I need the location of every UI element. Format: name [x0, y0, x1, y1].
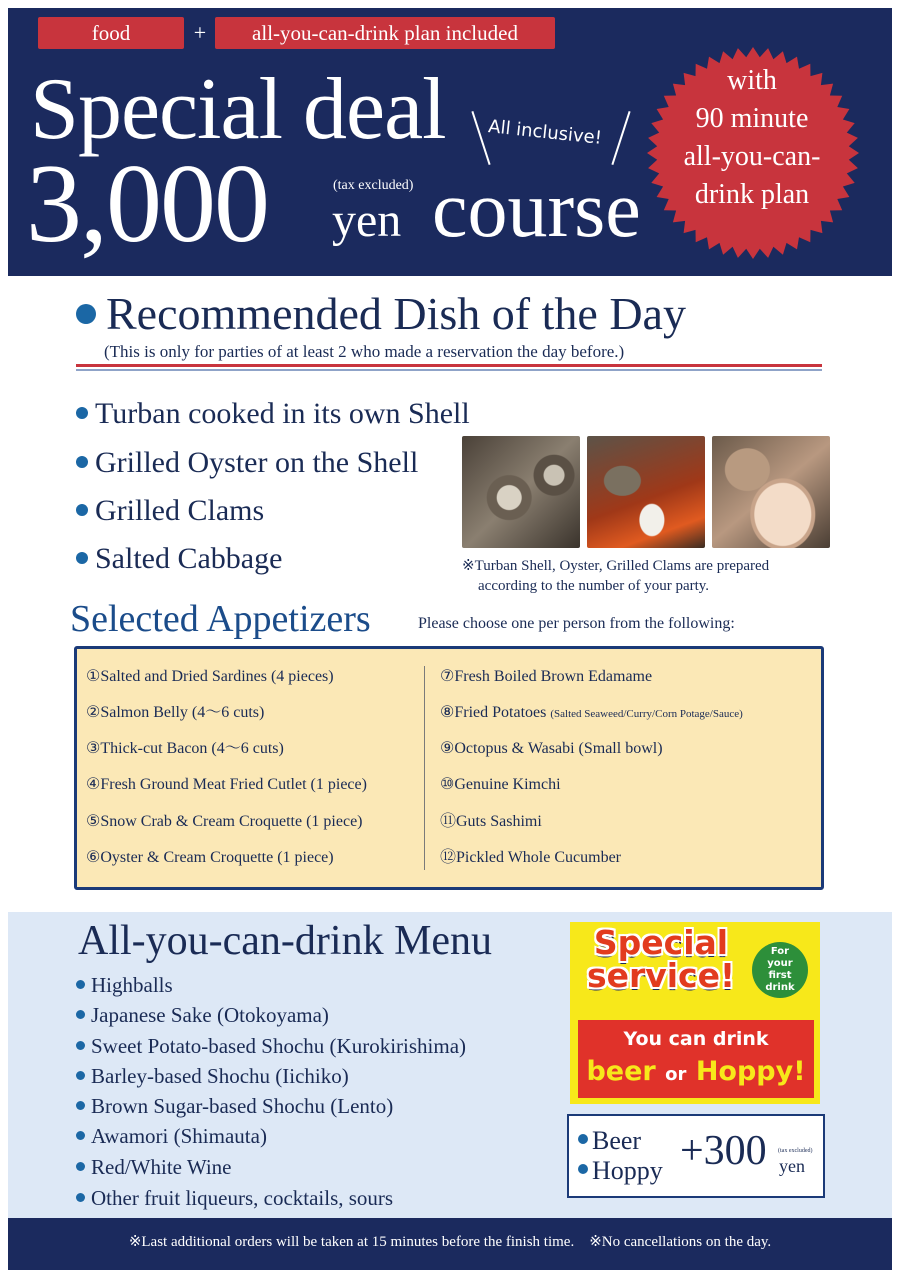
- yen-label: yen: [332, 194, 402, 247]
- badge-line: with: [727, 65, 777, 96]
- appetizer-item: ⑥Oyster & Cream Croquette (1 piece): [86, 849, 334, 866]
- you-can-drink-text: You can drink: [623, 1028, 769, 1050]
- drink-item: [76, 1153, 231, 1181]
- bullet-icon: [76, 552, 88, 564]
- plus-sign: +: [193, 20, 207, 45]
- dish-label: Turban cooked in its own Shell: [95, 397, 470, 430]
- badge-text: [650, 62, 854, 214]
- special-deal-title: Special deal: [30, 61, 446, 158]
- appetizer-item: ⑦Fresh Boiled Brown Edamame: [440, 668, 653, 685]
- bullet-icon: [76, 456, 88, 468]
- special-line: Special: [593, 923, 729, 962]
- recommended-title: [76, 286, 686, 342]
- extra-label: Hoppy: [592, 1156, 663, 1185]
- recommended-note: (This is only for parties of at least 2 who made a reservation the day before.): [104, 342, 625, 361]
- appetizers-divider: [424, 666, 425, 870]
- drink-plan-tag: all-you-can-drink plan included: [215, 17, 555, 49]
- bullet-icon: [76, 1131, 85, 1140]
- drink-menu-title: All-you-can-drink Menu: [78, 918, 493, 964]
- drink-label: Other fruit liqueurs, cocktails, sours: [91, 1186, 394, 1210]
- drink-label: Japanese Sake (Otokoyama): [91, 1003, 329, 1027]
- slash-right: [611, 111, 630, 165]
- dish-item: [76, 443, 418, 483]
- dish-label: Grilled Clams: [95, 494, 265, 527]
- potato-flavors: (Salted Seaweed/Curry/Corn Potage/Sauce): [550, 708, 743, 720]
- photo-note: [462, 556, 822, 596]
- bullet-icon: [76, 504, 88, 516]
- bullet-icon: [76, 980, 85, 989]
- bullet-icon: [76, 1193, 85, 1202]
- badge-line: 90 minute: [695, 103, 809, 134]
- extra-yen-label: yen: [779, 1156, 805, 1176]
- drink-label: Sweet Potato-based Shochu (Kurokirishima): [91, 1034, 467, 1058]
- bullet-icon: [578, 1134, 588, 1144]
- dish-label: Grilled Oyster on the Shell: [95, 446, 419, 479]
- drink-item: [76, 1184, 393, 1212]
- drink-label: Brown Sugar-based Shochu (Lento): [91, 1094, 394, 1118]
- bullet-icon: [76, 407, 88, 419]
- photo-note-line: ※Turban Shell, Oyster, Grilled Clams are prepared: [462, 558, 770, 574]
- appetizer-item: ⑫Pickled Whole Cucumber: [440, 849, 622, 866]
- first-drink-badge: [752, 942, 808, 998]
- extra-price: +300: [680, 1128, 767, 1174]
- drink-item: [76, 971, 173, 999]
- dish-item: [76, 394, 470, 434]
- dish-item: [76, 539, 282, 579]
- extra-item: [578, 1156, 663, 1186]
- divider-red: [76, 364, 822, 367]
- extra-label: Beer: [592, 1126, 642, 1155]
- drink-label: Barley-based Shochu (Iichiko): [91, 1064, 349, 1088]
- bullet-icon: [76, 1041, 85, 1050]
- grilled-oyster-photo: [587, 436, 705, 548]
- appetizer-item: ④Fresh Ground Meat Fried Cutlet (1 piece): [86, 776, 367, 793]
- all-inclusive-text: All inclusive!: [487, 116, 603, 149]
- drink-label: Red/White Wine: [91, 1155, 232, 1179]
- appetizer-item: ⑨Octopus & Wasabi (Small bowl): [440, 740, 663, 757]
- dish-label: Salted Cabbage: [95, 542, 283, 575]
- food-tag: food: [38, 17, 184, 49]
- footer-note: ※Last additional orders will be taken at 15 minutes before the finish time. ※No cancellations on the day.: [128, 1234, 772, 1250]
- hoppy-word: Hoppy!: [695, 1056, 806, 1087]
- appetizer-item: ⑤Snow Crab & Cream Croquette (1 piece): [86, 813, 363, 830]
- appetizer-label: ⑧Fried Potatoes: [440, 704, 547, 721]
- recommended-title-text: Recommended Dish of the Day: [106, 288, 686, 339]
- dish-item: [76, 491, 264, 531]
- badge-line: drink plan: [694, 179, 810, 210]
- bullet-icon: [578, 1164, 588, 1174]
- drink-label: Awamori (Shimauta): [91, 1124, 267, 1148]
- first-drink-line: first: [768, 970, 792, 981]
- course-label: course: [432, 166, 641, 254]
- appetizers-instruction: Please choose one per person from the following:: [418, 615, 735, 632]
- grilled-clam-photo: [712, 436, 830, 548]
- extra-item: [578, 1126, 641, 1156]
- drink-label: Highballs: [91, 973, 173, 997]
- beer-or-hoppy-text: [578, 1056, 814, 1087]
- special-service-heading: [576, 923, 746, 995]
- drink-item: [76, 1122, 267, 1150]
- turban-shell-photo: [462, 436, 580, 548]
- drink-item: [76, 1092, 393, 1120]
- bullet-icon: [76, 304, 96, 324]
- divider-blue: [76, 369, 822, 371]
- slash-left: [471, 111, 490, 165]
- appetizer-item: ②Salmon Belly (4〜6 cuts): [86, 704, 265, 721]
- drink-item: [76, 1062, 349, 1090]
- all-inclusive-label: [470, 104, 630, 172]
- or-word: or: [665, 1064, 687, 1085]
- first-drink-line: For: [770, 946, 790, 957]
- appetizer-item: ①Salted and Dried Sardines (4 pieces): [86, 668, 334, 685]
- first-drink-line: your: [767, 958, 793, 969]
- price: 3,000: [26, 142, 268, 266]
- badge-line: all-you-can-: [683, 141, 821, 172]
- photo-note-line: according to the number of your party.: [478, 578, 710, 594]
- appetizer-item: ⑩Genuine Kimchi: [440, 776, 561, 793]
- appetizers-title: Selected Appetizers: [70, 598, 371, 640]
- beer-word: beer: [586, 1056, 656, 1087]
- bullet-icon: [76, 1162, 85, 1171]
- bullet-icon: [76, 1010, 85, 1019]
- first-drink-line: drink: [765, 982, 795, 993]
- appetizer-item: ⑪Guts Sashimi: [440, 813, 542, 830]
- drink-item: [76, 1032, 466, 1060]
- drink-item: [76, 1001, 329, 1029]
- appetizer-item: [440, 702, 743, 725]
- tax-note: (tax excluded): [333, 178, 414, 193]
- special-line: service!: [586, 956, 736, 995]
- bullet-icon: [76, 1101, 85, 1110]
- extra-tax-note: (tax excluded): [778, 1148, 813, 1154]
- appetizer-item: ③Thick-cut Bacon (4〜6 cuts): [86, 740, 284, 757]
- bullet-icon: [76, 1071, 85, 1080]
